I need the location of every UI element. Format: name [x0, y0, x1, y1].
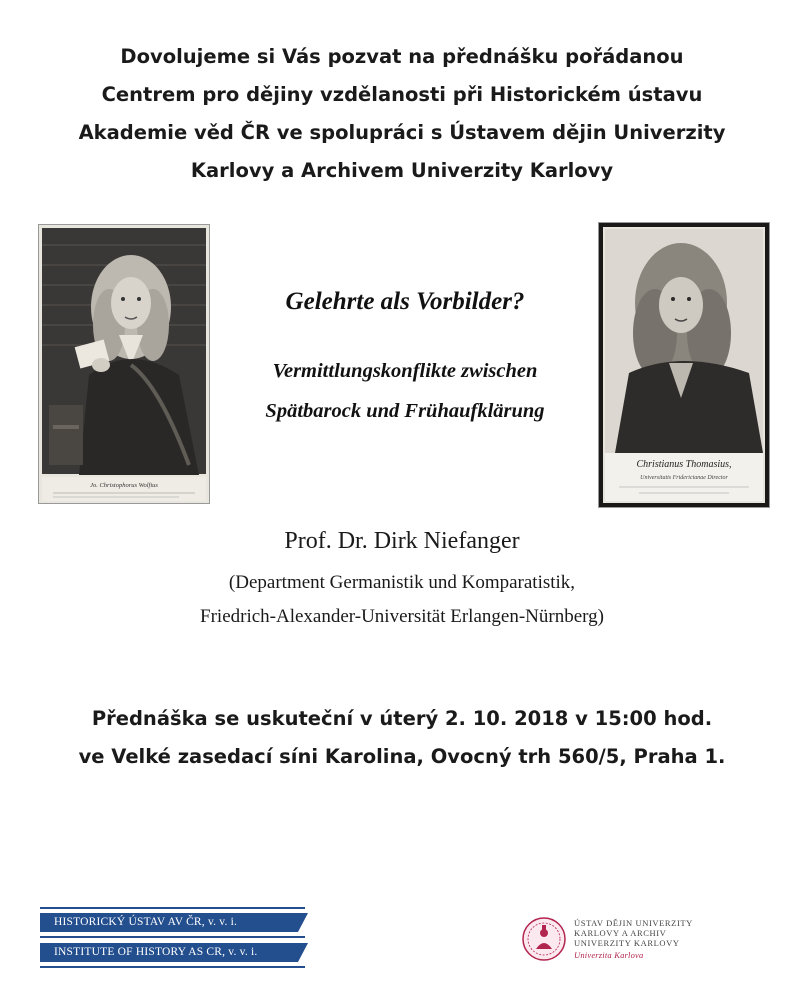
portrait-left-caption: Jo. Christophorus Wolfius: [90, 482, 158, 489]
portrait-left-engraving: [39, 225, 209, 503]
archive-logo-line-2: KARLOVY A ARCHIV: [574, 928, 667, 938]
portrait-left: [38, 224, 210, 504]
intro-line: Akademie věd ČR ve spolupráci s Ústavem dějin Univerzity: [78, 121, 726, 144]
event-date-time: Přednáška se uskuteční v úterý 2. 10. 2018 v 15:00 hod.: [91, 707, 713, 730]
speaker-affiliation-line-2: Friedrich-Alexander-Universität Erlangen-Nürnberg): [200, 606, 604, 627]
lecture-title: Gelehrte als Vorbilder?: [285, 288, 525, 315]
banner-rule: [40, 907, 305, 909]
event-location: ve Velké zasedací síni Karolina, Ovocný trh 560/5, Praha 1.: [78, 745, 726, 768]
invitation-text: [0, 38, 804, 190]
speaker-affiliation-line-1: (Department Germanistik und Komparatistik,: [228, 572, 576, 593]
lecture-subtitle-line-2: Spätbarock und Frühaufklärung: [265, 400, 545, 422]
intro-line: Dovolujeme si Vás pozvat na přednášku pořádanou: [120, 45, 684, 68]
archive-logo-line-1: ÚSTAV DĚJIN UNIVERZITY: [574, 918, 693, 928]
charles-university-seal-icon: [522, 917, 566, 961]
banner-rule: [40, 966, 305, 968]
speaker-name: Prof. Dr. Dirk Niefanger: [284, 528, 520, 554]
portrait-right-subcaption: Universitatis Fridericianae Director: [640, 475, 728, 481]
banner-rule: [40, 936, 305, 938]
portrait-right-caption: Christianus Thomasius,: [636, 459, 732, 470]
institute-banner-czech: HISTORICKÝ ÚSTAV AV ČR, v. v. i.: [40, 913, 298, 932]
university-name: Univerzita Karlova: [574, 950, 644, 960]
portrait-right: [598, 222, 770, 508]
intro-line: Centrem pro dějiny vzdělanosti při Historickém ústavu: [101, 83, 703, 106]
portrait-right-engraving: [599, 223, 769, 507]
intro-line: Karlovy a Archivem Univerzity Karlovy: [190, 159, 614, 182]
institute-banner-english: INSTITUTE OF HISTORY AS CR, v. v. i.: [40, 943, 298, 962]
archive-logo-line-3: UNIVERZITY KARLOVY: [574, 938, 680, 948]
lecture-subtitle-line-1: Vermittlungskonflikte zwischen: [272, 360, 538, 382]
